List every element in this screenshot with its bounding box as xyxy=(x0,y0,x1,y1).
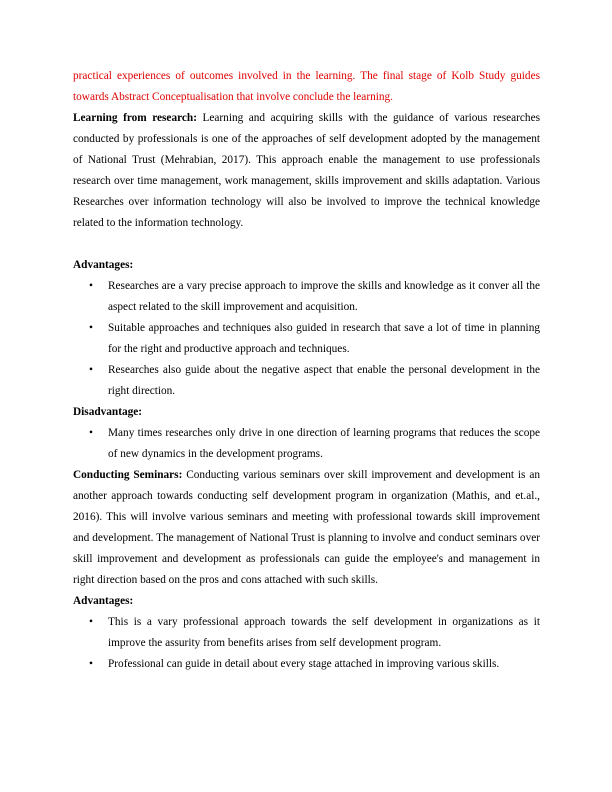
learning-heading: Learning from research: xyxy=(73,112,197,124)
spacer xyxy=(73,234,540,255)
bullet-icon: • xyxy=(89,322,93,334)
advantages-heading-1: Advantages: xyxy=(73,259,134,271)
list-item: • Professional can guide in detail about every stage attached in improving various skills. xyxy=(73,654,540,675)
bullet-icon: • xyxy=(89,364,93,376)
learning-text: Learning and acquiring skills with the guidance of various researches conducted by professionals is one of the approaches of self development adopted by the management of National Trust (Mehrabian, 2017). This approach enable the management to use professionals research over time management, work management, skills improvement and skills adaptation. Various Researches over information technology will also be involved to improve the technical knowledge related to the information technology. xyxy=(73,112,540,229)
seminars-heading: Conducting Seminars: xyxy=(73,469,183,481)
learning-from-research-paragraph xyxy=(73,108,540,234)
bullet-icon: • xyxy=(89,427,93,439)
list-item: • Researches also guide about the negative aspect that enable the personal development in the right direction. xyxy=(73,360,540,402)
list-item: • Suitable approaches and techniques also guided in research that save a lot of time in planning for the right and productive approach and techniques. xyxy=(73,318,540,360)
bullet-icon: • xyxy=(89,280,93,292)
disadvantage-list xyxy=(73,423,540,465)
list-item: • Researches are a vary precise approach to improve the skills and knowledge as it conver all the aspect related to the skill improvement and acquisition. xyxy=(73,276,540,318)
advantages-heading-2: Advantages: xyxy=(73,595,134,607)
bullet-icon: • xyxy=(89,658,93,670)
advantages-list-1 xyxy=(73,276,540,402)
advantages-list-2 xyxy=(73,612,540,675)
list-item: • Many times researches only drive in one direction of learning programs that reduces the scope of new dynamics in the development programs. xyxy=(73,423,540,465)
document-page xyxy=(73,66,540,675)
intro-paragraph: practical experiences of outcomes involved in the learning. The final stage of Kolb Study guides towards Abstract Conceptualisation that involve conclude the learning. xyxy=(73,70,540,103)
conducting-seminars-paragraph: Conducting Seminars: Conducting various seminars over skill improvement and development is an another approach towards conducting self development program in organization (Mathis, and et.al., 2016). This will involve various seminars and meeting with professional towards skill improvement and development. The management of National Trust is planning to involve and conduct seminars over skill improvement and development as professionals can guide the employee's and management in right direction based on the pros and cons attached with such skills. xyxy=(73,469,540,586)
citation: Mathis, and et.al., 2016 xyxy=(73,490,540,523)
disadvantage-heading: Disadvantage: xyxy=(73,406,143,418)
bullet-icon: • xyxy=(89,616,93,628)
list-item: • This is a vary professional approach towards the self development in organizations as it improve the assurity from benefits arises from self development program. xyxy=(73,612,540,654)
